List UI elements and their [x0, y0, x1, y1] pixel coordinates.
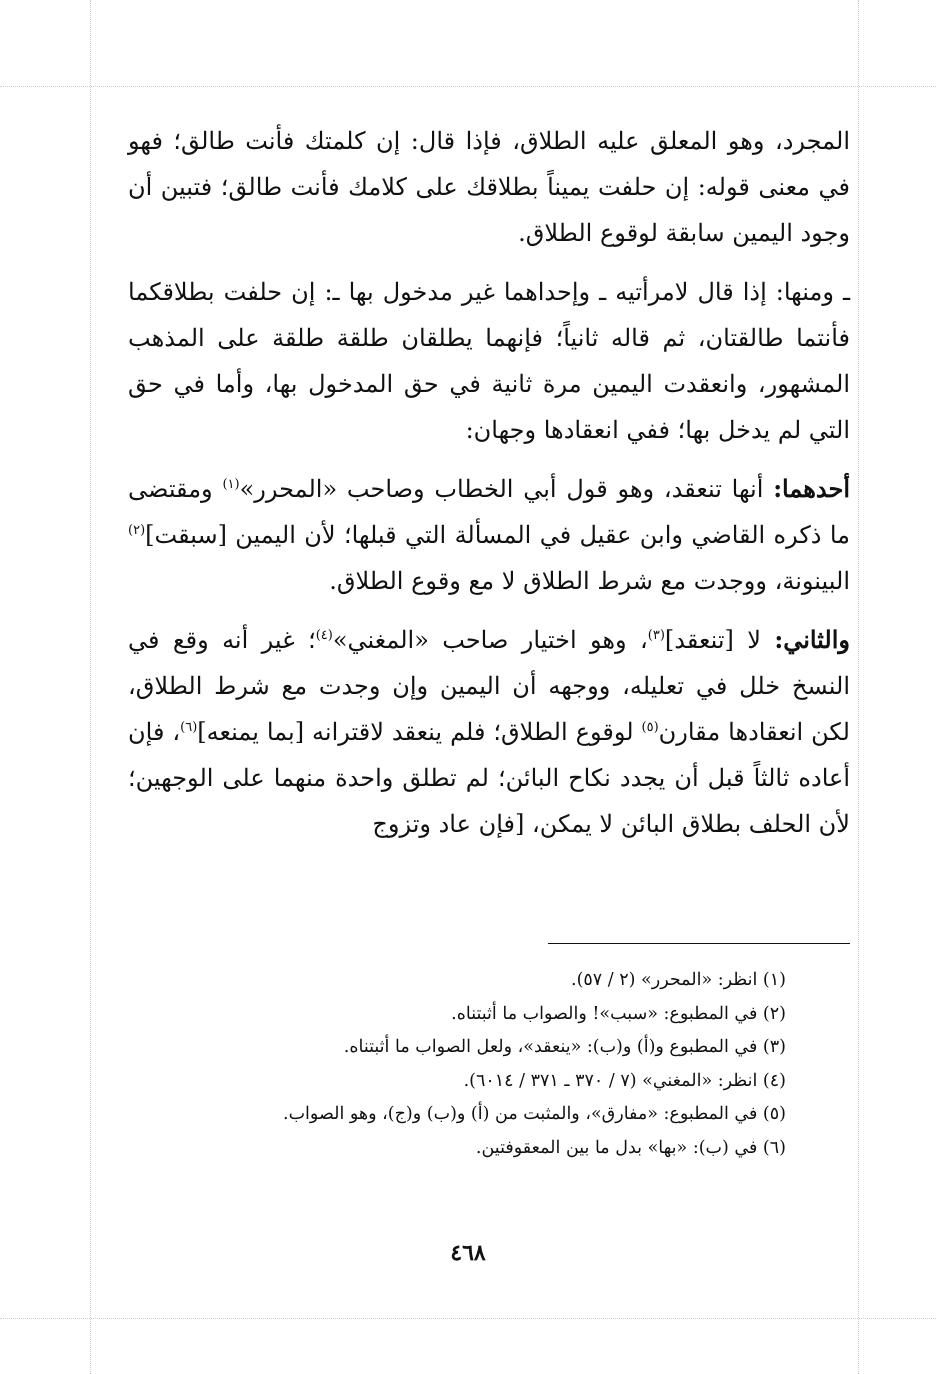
paragraph-text: لا [تنعقد]	[664, 626, 775, 654]
footnote-4: (٤) انظر: «المغني» (٧ / ٣٧٠ ـ ٣٧١ / ٦٠١٤).	[463, 1070, 786, 1091]
paragraph-3	[128, 466, 850, 604]
paragraph-text: لوقوع الطلاق؛ فلم ينعقد لاقترانه [بما يمنعه]	[197, 718, 642, 746]
footnote-1: (١) انظر: «المحرر» (٢ / ٥٧).	[571, 970, 786, 990]
paragraph-4	[128, 617, 850, 847]
paragraph-text: ، فإن أعاده ثالثاً قبل أن يجدد نكاح البائن؛ لم تطلق واحدة منهما على الوجهين؛ لأن الحلف بطلاق البائن لا يمكن، [فإن عاد وتزوج	[128, 718, 850, 838]
scan-guide	[0, 1318, 936, 1319]
footnote-ref: (١)	[222, 477, 240, 492]
page-number: ٤٦٨	[450, 1240, 486, 1266]
paragraph-lead: والثاني:	[774, 625, 850, 654]
footnote-ref: (٤)	[315, 628, 333, 643]
footnote-3: (٣) في المطبوع و(أ) و(ب): «ينعقد»، ولعل الصواب ما أثبتناه.	[343, 1037, 786, 1057]
footnotes	[150, 964, 786, 1165]
paragraph-text: ؛ غير أنه وقع في النسخ خلل في تعليله، ووجهه أن اليمين وإن وجدت مع شرط الطلاق، لكن انعقادها مقارن	[128, 626, 851, 746]
footnote-ref: (٢)	[128, 523, 146, 538]
scan-guide	[0, 86, 936, 87]
paragraph-text: البينونة، ووجدت مع شرط الطلاق لا مع وقوع الطلاق.	[329, 567, 850, 595]
paragraph-text: ومقتضى ما ذكره القاضي وابن عقيل في المسألة التي قبلها؛ لأن اليمين [سبقت]	[128, 475, 850, 549]
footnote-6: (٦) في (ب): «بها» بدل ما بين المعقوفتين.	[475, 1137, 786, 1158]
footnote-separator	[548, 943, 850, 944]
paragraph-2: ـ ومنها: إذا قال لامرأتيه ـ وإحداهما غير مدخول بها ـ: إن حلفت بطلاقكما فأنتما طالقتان، ثم قاله ثانياً؛ فإنهما يطلقان طلقة طلقة على المذهب المشهور، وانعقدت اليمين مرة ثانية في حق المدخول بها، وأما في حق التي لم يدخل بها؛ ففي انعقادها وجهان:	[128, 278, 850, 444]
footnote-ref: (٦)	[180, 720, 198, 735]
scan-guide	[90, 0, 91, 1374]
paragraph-text: ، وهو اختيار صاحب «المغني»	[332, 626, 648, 654]
scan-guide	[858, 0, 859, 1374]
paragraph-text: أنها تنعقد، وهو قول أبي الخطاب وصاحب «المحرر»	[239, 475, 774, 503]
footnote-ref: (٥)	[641, 720, 659, 735]
footnote-5: (٥) في المطبوع: «مفارق»، والمثبت من (أ) و(ب) و(ج)، وهو الصواب.	[283, 1104, 786, 1124]
main-text	[128, 118, 850, 860]
footnote-ref: (٣)	[647, 628, 665, 643]
paragraph-lead: أحدهما:	[773, 474, 850, 503]
footnote-2: (٢) في المطبوع: «سبب»! والصواب ما أثبتناه.	[451, 1003, 786, 1024]
paragraph-1: المجرد، وهو المعلق عليه الطلاق، فإذا قال: إن كلمتك فأنت طالق؛ فهو في معنى قوله: إن حلفت يميناً بطلاقك على كلامك فأنت طالق؛ فتبين أن وجود اليمين سابقة لوقوع الطلاق.	[128, 127, 850, 247]
